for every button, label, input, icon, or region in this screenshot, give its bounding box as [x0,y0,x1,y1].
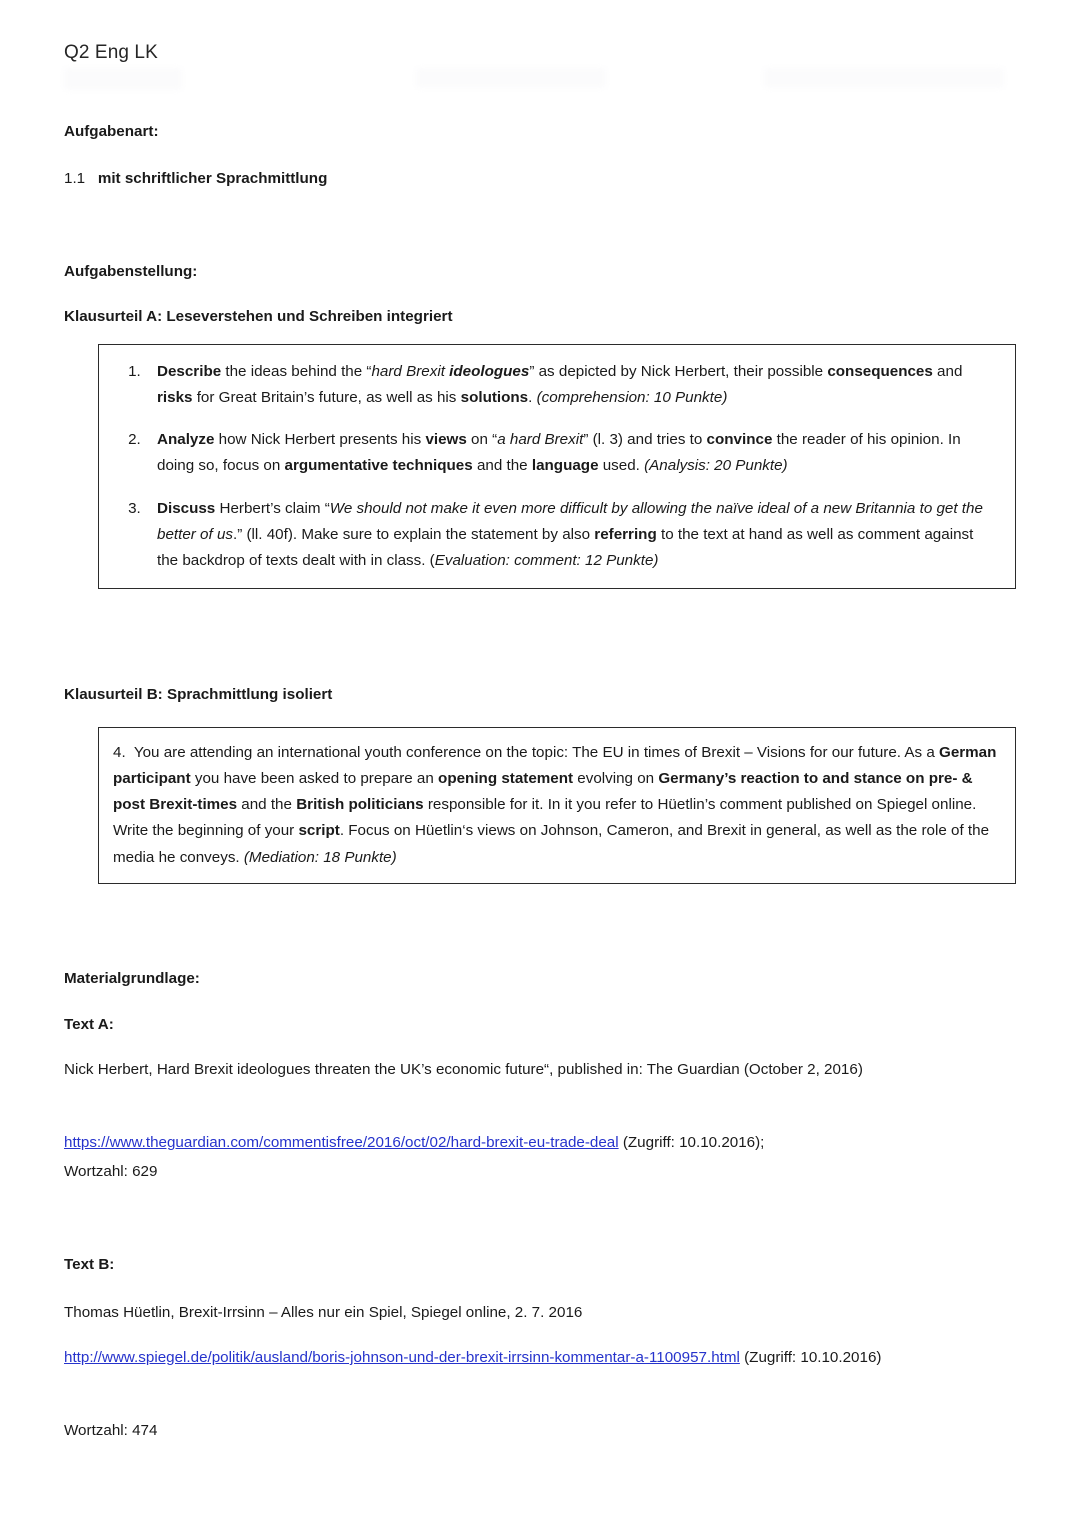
task-item-2 [145,427,997,479]
text-run-8: argumentative techniques [284,457,473,475]
text-run-5: to the text at hand as well as comment against the backdrop of texts dealt with in class. ( [157,525,974,569]
text-run-4: referring [594,525,657,543]
text-run-10: for Great Britain’s future, as well as his [192,389,461,407]
text-a-url-line [64,1131,1016,1156]
text-run-13: (comprehension: 10 Punkte) [536,389,728,407]
text-run-1: the ideas behind the [221,363,367,380]
text-run-10: . Focus on Hüetlin‘s views on Johnson, Cameron, and Brexit in general, as well as the role of the media he conveys. [113,822,990,866]
text-run-0: Describe [157,363,222,380]
text-run-0: You are attending an international youth conference on the topic: The EU in times of Brexit – Visions for our future. As a [133,744,939,761]
task-item-1 [145,359,997,411]
text-run-7: British politicians [296,796,424,814]
text-run-2: “ [366,363,372,380]
text-run-5: ” (l. 3) and tries to [583,431,707,449]
text-b-label: Text B: [64,1256,115,1273]
text-a-citation: Nick Herbert, Hard Brexit ideologues threaten the UK’s economic future“, published in: The Guardian (October 2, 2016) [64,1061,863,1078]
text-run-11: (Mediation: 18 Punkte) [243,848,397,866]
task-list-a [99,345,1015,588]
text-run-10: language [531,457,599,475]
text-run-6: and the [237,796,297,814]
text-run-8: responsible for it. In it you refer to Hüetlin’s comment published on Spiegel online. Write the beginning of your [113,796,977,840]
text-run-6: Evaluation: comment: 12 Punkte) [434,551,659,569]
aufgabenstellung-label: Aufgabenstellung: [64,263,198,280]
text-run-2: views [425,431,467,449]
task-item-3 [145,496,997,574]
text-run-3: hard Brexit [371,363,450,380]
text-a-wordcount: Wortzahl: 629 [64,1163,158,1180]
text-run-11: used. [598,457,645,475]
text-run-1: Herbert’s claim “ [215,499,330,517]
aufgabenart-value: mit schriftlicher Sprachmittlung [97,170,328,187]
text-run-7: the reader of his opinion. In doing so, focus on [157,431,961,475]
text-run-6: as depicted by Nick Herbert, their possible [534,363,828,380]
redaction-block-2 [416,68,606,88]
text-b-url-link[interactable]: http://www.spiegel.de/politik/ausland/boris-johnson-und-der-brexit-irrsinn-kommentar-a-1100957.html [64,1349,740,1366]
text-run-2: you have been asked to prepare an [190,770,439,788]
task-box-b [98,727,1016,884]
text-b-url-line [64,1346,1016,1371]
text-run-3: .” (ll. 40f). Make sure to explain the statement by also [232,525,595,543]
text-run-6: convince [706,431,773,449]
text-run-5: Germany’s reaction to and stance on pre- & post Brexit-times [113,770,973,814]
text-run-4: ideologues [449,363,530,380]
redaction-block-3 [764,68,1004,88]
text-run-8: and [932,363,963,380]
aufgabenart-label: Aufgabenart: [64,123,159,140]
text-a-label: Text A: [64,1016,114,1033]
aufgabenart-line [64,167,1016,192]
text-run-4: evolving on [573,770,659,788]
klausurteil-b-label: Klausurteil B: Sprachmittlung isoliert [64,686,333,703]
text-run-9: and the [472,457,532,475]
text-run-9: risks [157,389,193,407]
materialgrundlage-label: Materialgrundlage: [64,970,200,987]
text-run-9: script [298,822,340,840]
text-run-3: opening statement [438,770,574,788]
text-run-7: consequences [827,363,933,380]
aufgabenart-number: 1.1 [64,170,86,187]
text-run-5: ” [529,363,535,380]
klausurteil-a-label: Klausurteil A: Leseverstehen und Schreiben integriert [64,308,453,325]
text-run-2: We should not make it even more difficult by allowing the naïve ideal of a new Britannia to get the better of us [157,499,983,543]
page-title: Q2 Eng LK [64,42,158,63]
redaction-block-1 [64,68,182,90]
text-run-3: on “ [466,431,498,449]
text-a-access-note: (Zugriff: 10.10.2016); [618,1134,765,1151]
task-box-a [98,344,1016,589]
text-a-url-link[interactable]: https://www.theguardian.com/commentisfree/2016/oct/02/hard-brexit-eu-trade-deal [64,1134,619,1151]
text-b-access-note: (Zugriff: 10.10.2016) [739,1349,882,1366]
text-run-1: German participant [113,744,997,788]
text-run-11: solutions [460,389,529,407]
text-run-4: a hard Brexit [497,431,584,449]
document-header [64,42,1016,102]
task-item-4 [99,728,1015,883]
task-item-4-number: 4. [113,744,134,761]
text-run-12: . [528,389,537,407]
text-b-wordcount: Wortzahl: 474 [64,1422,158,1439]
text-run-0: Analyze [157,431,215,449]
text-b-citation: Thomas Hüetlin, Brexit-Irrsinn – Alles nur ein Spiel, Spiegel online, 2. 7. 2016 [64,1304,583,1321]
text-run-0: Discuss [157,499,216,517]
text-run-1: how Nick Herbert presents his [214,431,426,449]
text-run-12: (Analysis: 20 Punkte) [644,457,788,475]
